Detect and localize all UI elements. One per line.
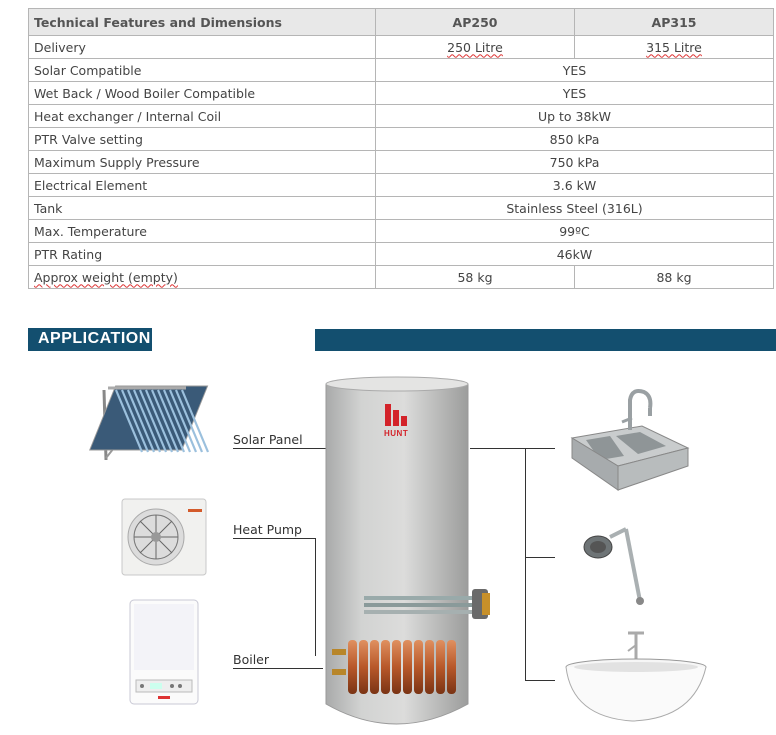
application-heading-underline	[28, 350, 152, 351]
weight-label: Approx weight (empty)	[34, 269, 178, 285]
outlet-connector-bottom	[525, 680, 555, 681]
heat-pump-illustration	[120, 497, 208, 577]
solar-panel-label: Solar Panel	[233, 432, 303, 447]
row-value: YES	[376, 59, 774, 82]
row-label: Electrical Element	[29, 174, 376, 197]
heat-pump-label: Heat Pump	[233, 522, 302, 537]
row-value: 750 kPa	[376, 151, 774, 174]
row-value: 99ºC	[376, 220, 774, 243]
heat-pump-connector-h	[233, 538, 315, 539]
table-row	[29, 151, 774, 174]
application-header-bar	[315, 329, 776, 351]
row-value: Stainless Steel (316L)	[376, 197, 774, 220]
application-heading: APPLICATION	[28, 328, 152, 350]
outlet-connector-mid	[525, 557, 555, 558]
row-label: PTR Rating	[29, 243, 376, 266]
row-value: 3.6 kW	[376, 174, 774, 197]
shower-head-illustration	[582, 519, 662, 605]
row-value: 46kW	[376, 243, 774, 266]
row-label: Heat exchanger / Internal Coil	[29, 105, 376, 128]
solar-panel-illustration	[96, 380, 221, 465]
row-label: Max. Temperature	[29, 220, 376, 243]
row-label: Tank	[29, 197, 376, 220]
table-row	[29, 105, 774, 128]
table-header-ap315: AP315	[575, 9, 774, 36]
table-row	[29, 266, 774, 289]
boiler-label: Boiler	[233, 652, 269, 667]
heat-pump-connector-v	[315, 538, 316, 656]
table-row	[29, 128, 774, 151]
table-row	[29, 197, 774, 220]
table-row	[29, 59, 774, 82]
water-tank-illustration	[322, 374, 494, 734]
solar-connector-line	[233, 448, 328, 449]
row-value: YES	[376, 82, 774, 105]
outlet-connector-vertical	[525, 448, 526, 680]
row-value: Up to 38kW	[376, 105, 774, 128]
table-header-row	[29, 9, 774, 36]
boiler-connector-line	[233, 668, 323, 669]
weight-ap315: 88 kg	[575, 266, 774, 289]
table-row	[29, 82, 774, 105]
table-row	[29, 243, 774, 266]
boiler-illustration	[128, 598, 200, 706]
table-row	[29, 36, 774, 59]
delivery-ap315	[575, 36, 774, 59]
row-label: Solar Compatible	[29, 59, 376, 82]
delivery-ap315-value: 315 Litre	[646, 39, 702, 55]
row-label: Wet Back / Wood Boiler Compatible	[29, 82, 376, 105]
row-label: PTR Valve setting	[29, 128, 376, 151]
row-label: Maximum Supply Pressure	[29, 151, 376, 174]
kitchen-sink-illustration	[562, 386, 692, 498]
row-value: 850 kPa	[376, 128, 774, 151]
table-header-ap250: AP250	[376, 9, 575, 36]
spec-table	[28, 8, 774, 289]
row-label-weight	[29, 266, 376, 289]
table-header-title: Technical Features and Dimensions	[29, 9, 376, 36]
bathtub-illustration	[562, 625, 710, 727]
table-row	[29, 174, 774, 197]
weight-ap250: 58 kg	[376, 266, 575, 289]
delivery-ap250	[376, 36, 575, 59]
delivery-ap250-value: 250 Litre	[447, 39, 503, 55]
row-label-delivery: Delivery	[29, 36, 376, 59]
tank-brand-logo-text: HUNT	[384, 429, 409, 438]
table-row	[29, 220, 774, 243]
